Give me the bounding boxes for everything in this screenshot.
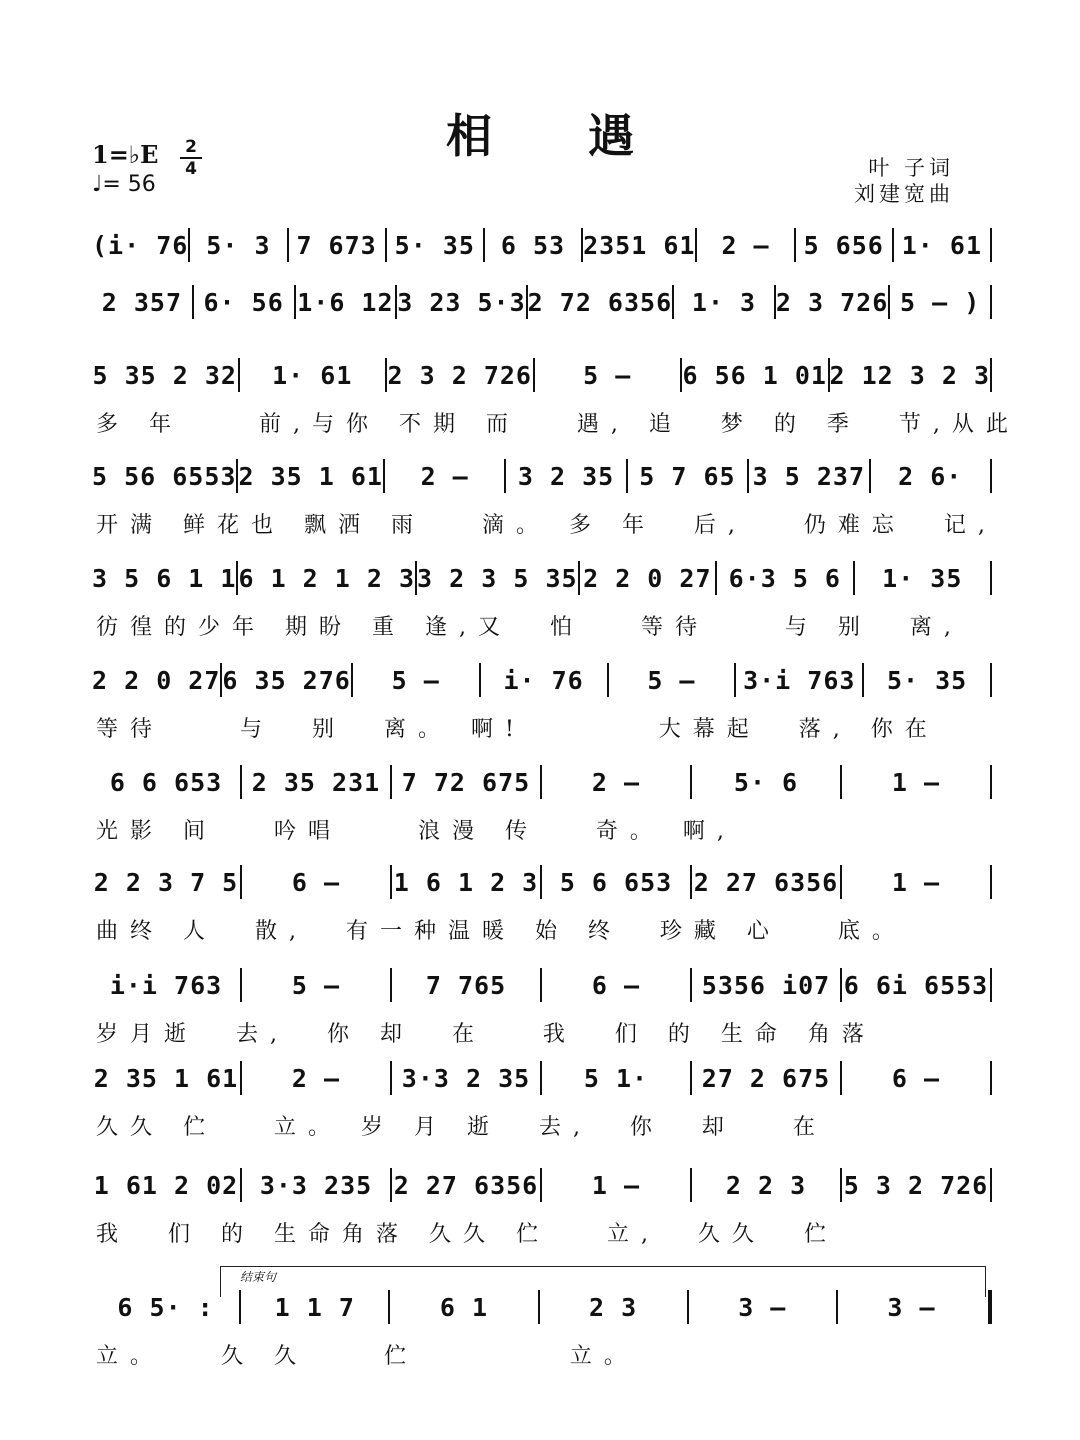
notation-row bbox=[92, 1058, 992, 1098]
measure: 2351 61 bbox=[583, 230, 696, 260]
measure: 6 5· : bbox=[117, 1292, 214, 1322]
measure: 5 – bbox=[583, 360, 632, 390]
measure: 2 2 0 27 bbox=[92, 665, 221, 695]
measure: 5· 35 bbox=[886, 665, 968, 695]
measure: 1 – bbox=[891, 767, 941, 797]
barline bbox=[990, 663, 992, 697]
measure: 2 2 3 7 5 bbox=[93, 867, 239, 897]
measure: 5 – bbox=[391, 665, 440, 695]
measure: 5 – bbox=[647, 665, 696, 695]
measure: 6 1 2 1 2 3 bbox=[238, 563, 416, 593]
ending-bracket bbox=[220, 1266, 986, 1297]
measure: 2 27 6356 bbox=[393, 1170, 539, 1200]
measure: 6 56 1 01 bbox=[682, 360, 827, 390]
lyric-line: 久久 伫 立。 岁 月 逝 去, 你 却 在 bbox=[96, 1115, 827, 1140]
lyric-line: 开满 鲜花也 飘洒 雨 滴。 多 年 后, 仍难忘 记, bbox=[96, 513, 997, 538]
measure: 2 – bbox=[721, 230, 770, 260]
measure: 3·i 763 bbox=[743, 665, 856, 695]
song-title: 相 遇 bbox=[445, 109, 674, 163]
measure: 3 – bbox=[887, 1292, 936, 1322]
measure: 1 6 1 2 3 bbox=[393, 867, 539, 897]
lyricist-credit: 叶 子词 bbox=[868, 156, 954, 180]
barline bbox=[990, 865, 992, 899]
measure: 3 23 5·3 bbox=[397, 287, 526, 317]
measure: 1 1 7 bbox=[274, 1292, 355, 1322]
notation-row bbox=[92, 225, 992, 265]
measure: 5 – ) bbox=[899, 287, 981, 317]
measure: 5 1· bbox=[583, 1063, 649, 1093]
notation-row bbox=[92, 558, 992, 598]
measure: 2 12 3 2 3 bbox=[829, 360, 991, 390]
measure: 5 35 2 32 bbox=[92, 360, 237, 390]
time-signature-top: 2 bbox=[185, 137, 197, 157]
measure: 5· 6 bbox=[733, 767, 799, 797]
lyric-line: 我 们 的 生命角落 久久 伫 立, 久久 伫 bbox=[96, 1222, 838, 1247]
measure: 2 3 bbox=[589, 1292, 638, 1322]
barline bbox=[990, 765, 992, 799]
lyric-line: 光影 间 吟唱 浪漫 传 奇。 啊, bbox=[96, 819, 736, 844]
measure: 6 – bbox=[291, 867, 341, 897]
notation-row bbox=[92, 355, 992, 395]
measure: 1 61 2 02 bbox=[93, 1170, 239, 1200]
measure: 5· 3 bbox=[206, 230, 271, 260]
barline bbox=[990, 228, 992, 262]
measure: 6 6i 6553 bbox=[843, 970, 989, 1000]
measure: 2 6· bbox=[898, 461, 963, 491]
measure: 2 – bbox=[291, 1063, 341, 1093]
measure: 7 765 bbox=[425, 970, 507, 1000]
measure: i·i 763 bbox=[109, 970, 223, 1000]
lyric-line: 多 年 前,与你 不期 而 遇, 追 梦 的 季 节,从此 bbox=[96, 412, 1020, 437]
measure: 1·6 12 bbox=[297, 287, 394, 317]
lyric-line: 立。 久 久 伫 立。 bbox=[96, 1344, 638, 1369]
measure: 7 673 bbox=[296, 230, 377, 260]
barline bbox=[990, 1061, 992, 1095]
notation-row bbox=[92, 660, 992, 700]
time-signature bbox=[178, 138, 204, 178]
notation-row bbox=[92, 762, 992, 802]
measure: 6 – bbox=[591, 970, 641, 1000]
measure: 6 35 276 bbox=[222, 665, 351, 695]
measure: 2 – bbox=[420, 461, 469, 491]
measure: 3 2 35 bbox=[517, 461, 615, 491]
measure: 5· 35 bbox=[394, 230, 475, 260]
barline bbox=[990, 459, 992, 493]
notation-row bbox=[92, 456, 992, 496]
measure: i· 76 bbox=[503, 665, 584, 695]
notation-row bbox=[92, 1165, 992, 1205]
measure: 1 – bbox=[891, 867, 941, 897]
measure: 2 35 1 61 bbox=[238, 461, 383, 491]
measure: 27 2 675 bbox=[701, 1063, 831, 1093]
measure: 6 – bbox=[891, 1063, 941, 1093]
notation-row bbox=[92, 282, 992, 322]
measure: 5 7 65 bbox=[639, 461, 736, 491]
measure: 6 6 653 bbox=[109, 767, 223, 797]
measure: 2 27 6356 bbox=[693, 867, 839, 897]
measure: 1· 61 bbox=[272, 360, 353, 390]
ending-label: 结束句 bbox=[240, 1270, 277, 1284]
barline bbox=[990, 358, 992, 392]
lyric-line: 等待 与 别 离。 啊! 大幕起 落, 你在 bbox=[96, 717, 939, 742]
key-signature: 1=♭E bbox=[92, 140, 159, 169]
lyric-line: 彷徨的少年 期盼 重 逢,又 怕 等待 与 别 离, bbox=[96, 615, 963, 640]
composer-credit: 刘建宽曲 bbox=[854, 182, 954, 206]
measure: 3 2 3 5 35 bbox=[417, 563, 578, 593]
measure: 2 3 726 bbox=[775, 287, 889, 317]
measure: 3 5 6 1 1 bbox=[92, 563, 237, 593]
measure: 1· 61 bbox=[901, 230, 983, 260]
time-signature-bottom: 4 bbox=[185, 159, 197, 179]
barline bbox=[990, 561, 992, 595]
measure: 6·3 5 6 bbox=[728, 563, 841, 593]
measure: 2 357 bbox=[101, 287, 182, 317]
measure: 2 35 231 bbox=[251, 767, 381, 797]
lyric-line: 曲终 人 散, 有一种温暖 始 终 珍藏 心 底。 bbox=[96, 919, 906, 944]
measure: 3 5 237 bbox=[752, 461, 866, 491]
measure: 2 2 0 27 bbox=[583, 563, 712, 593]
measure: 5 3 2 726 bbox=[843, 1170, 989, 1200]
measure: 3·3 2 35 bbox=[401, 1063, 531, 1093]
measure: 2 – bbox=[591, 767, 641, 797]
measure: 2 35 1 61 bbox=[93, 1063, 239, 1093]
notation-row bbox=[92, 965, 992, 1005]
measure: 3·3 235 bbox=[259, 1170, 373, 1200]
barline bbox=[990, 285, 992, 319]
measure: 2 72 6356 bbox=[527, 287, 673, 317]
measure: 5 – bbox=[291, 970, 341, 1000]
measure: (i· 76 bbox=[92, 230, 189, 260]
barline bbox=[990, 1168, 992, 1202]
measure: 6· 56 bbox=[203, 287, 284, 317]
barline bbox=[988, 1290, 992, 1324]
barline bbox=[990, 968, 992, 1002]
tempo-marking: ♩= 56 bbox=[92, 172, 156, 197]
measure: 1 – bbox=[591, 1170, 641, 1200]
measure: 1· 3 bbox=[691, 287, 757, 317]
measure: 7 72 675 bbox=[401, 767, 531, 797]
measure: 5 6 653 bbox=[559, 867, 673, 897]
measure: 6 53 bbox=[500, 230, 566, 260]
measure: 2 3 2 726 bbox=[387, 360, 532, 390]
measure: 6 1 bbox=[439, 1292, 488, 1322]
measure: 2 2 3 bbox=[725, 1170, 807, 1200]
notation-row bbox=[92, 862, 992, 902]
measure: 5 656 bbox=[803, 230, 884, 260]
measure: 1· 35 bbox=[882, 563, 963, 593]
measure: 5 56 6553 bbox=[92, 461, 237, 491]
lyric-line: 岁月逝 去, 你 却 在 我 们 的 生命 角落 bbox=[96, 1022, 876, 1047]
measure: 3 – bbox=[738, 1292, 787, 1322]
measure: 5356 i07 bbox=[701, 970, 831, 1000]
